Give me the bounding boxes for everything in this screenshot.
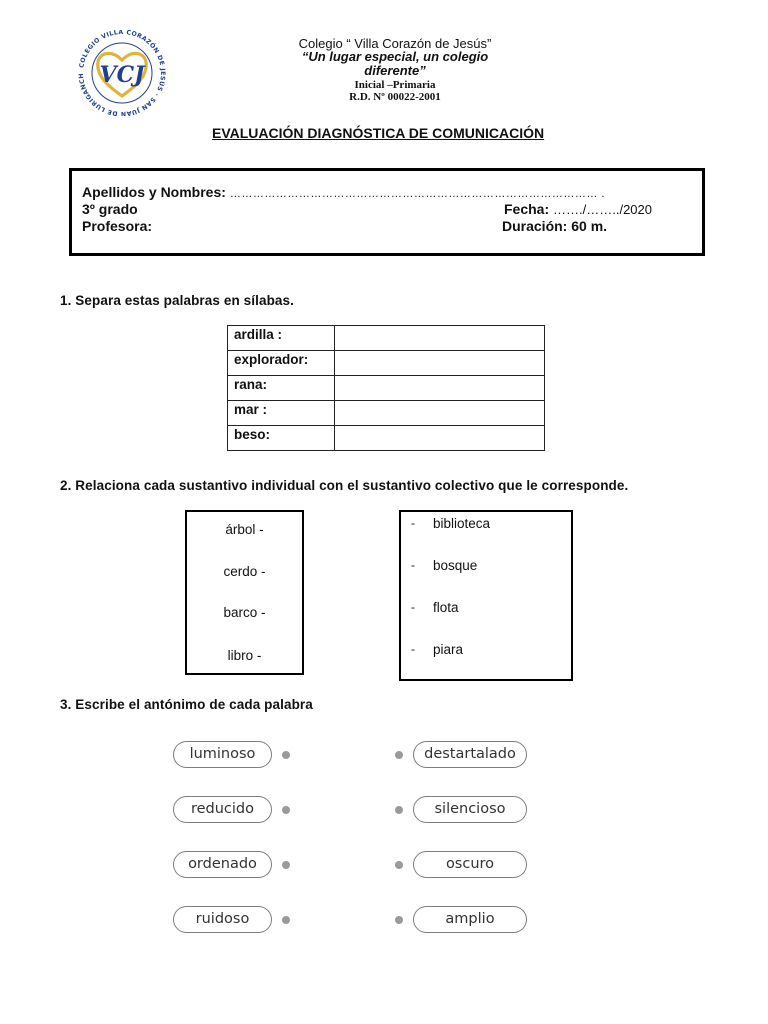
syllable-word: ardilla : (228, 326, 335, 351)
individual-noun[interactable]: árbol - (225, 522, 264, 537)
question-2-title: 2. Relaciona cada sustantivo individual con el sustantivo colectivo que le corresponde. (60, 478, 629, 493)
connector-dot[interactable] (282, 916, 290, 924)
table-row (228, 426, 545, 451)
name-label: Apellidos y Nombres: (82, 184, 226, 200)
individual-noun[interactable]: libro - (227, 648, 262, 663)
collective-noun-item[interactable] (411, 642, 464, 657)
date-row (504, 201, 652, 217)
school-level: Inicial –Primaria (354, 79, 436, 91)
table-row (228, 376, 545, 401)
grade-label: 3º grado (82, 201, 138, 217)
syllable-answer-cell[interactable] (335, 426, 545, 451)
table-row (228, 326, 545, 351)
date-label: Fecha: (504, 201, 550, 217)
antonym-word-left[interactable]: ruidoso (173, 906, 272, 933)
connector-dot[interactable] (395, 751, 403, 759)
syllable-word: explorador: (228, 351, 335, 376)
syllable-table (227, 325, 545, 451)
syllable-answer-cell[interactable] (335, 326, 545, 351)
collective-noun-item[interactable] (411, 558, 478, 573)
resolution-number-clip (200, 91, 590, 100)
date-blank[interactable]: ……./……../2020 (553, 202, 652, 217)
list-dash: - (411, 642, 415, 656)
collective-noun: bosque (433, 558, 478, 573)
school-name: Colegio “ Villa Corazón de Jesús” (298, 36, 492, 51)
syllable-answer-cell[interactable] (335, 401, 545, 426)
collective-noun-item[interactable] (411, 600, 459, 615)
syllable-word: beso: (228, 426, 335, 451)
logo-monogram: VCJ (99, 62, 145, 88)
connector-dot[interactable] (395, 806, 403, 814)
teacher-label: Profesora: (82, 218, 153, 234)
name-row (82, 184, 605, 200)
antonym-word-left[interactable]: ordenado (173, 851, 272, 878)
logo-ring-text: COLEGIO VILLA CORAZÓN DE JESÚS · SAN JUAN DE LURIGANCH (77, 30, 167, 116)
antonym-word-left[interactable]: reducido (173, 796, 272, 823)
syllable-answer-cell[interactable] (335, 376, 545, 401)
syllable-word: mar : (228, 401, 335, 426)
duration-label: Duración: 60 m. (502, 218, 608, 234)
question-1-title: 1. Separa estas palabras en sílabas. (60, 293, 294, 308)
collective-noun-item[interactable] (411, 516, 491, 531)
school-motto (200, 50, 590, 78)
table-row (228, 351, 545, 376)
school-seal-icon (72, 30, 172, 116)
connector-dot[interactable] (395, 916, 403, 924)
collective-noun: piara (433, 642, 464, 657)
table-row (228, 401, 545, 426)
antonym-word-right[interactable]: silencioso (413, 796, 527, 823)
antonym-word-left[interactable]: luminoso (173, 741, 272, 768)
collective-noun: biblioteca (433, 516, 491, 531)
antonym-word-right[interactable]: oscuro (413, 851, 527, 878)
antonym-word-right[interactable]: destartalado (413, 741, 527, 768)
antonym-word-right[interactable]: amplio (413, 906, 527, 933)
list-dash: - (411, 600, 415, 614)
connector-dot[interactable] (282, 751, 290, 759)
collective-noun: flota (433, 600, 459, 615)
individual-nouns-box (185, 510, 304, 675)
list-dash: - (411, 558, 415, 572)
individual-noun[interactable]: cerdo - (223, 564, 266, 579)
name-blank[interactable]: …………………………………………………………………………………… . (229, 188, 605, 200)
resolution-number: R.D. Nº 00022-2001 (349, 91, 441, 100)
exam-title: EVALUACIÓN DIAGNÓSTICA DE COMUNICACIÓN (212, 125, 545, 141)
connector-dot[interactable] (395, 861, 403, 869)
individual-noun[interactable]: barco - (223, 605, 266, 620)
motto-line-2: diferente” (364, 63, 426, 78)
connector-dot[interactable] (282, 806, 290, 814)
question-3-title: 3. Escribe el antónimo de cada palabra (60, 697, 313, 712)
syllable-word: rana: (228, 376, 335, 401)
school-logo (72, 30, 172, 116)
connector-dot[interactable] (282, 861, 290, 869)
student-info-box (69, 168, 705, 256)
collective-nouns-box (399, 510, 573, 681)
syllable-answer-cell[interactable] (335, 351, 545, 376)
list-dash: - (411, 516, 415, 530)
motto-line-1: “Un lugar especial, un colegio (301, 49, 489, 64)
